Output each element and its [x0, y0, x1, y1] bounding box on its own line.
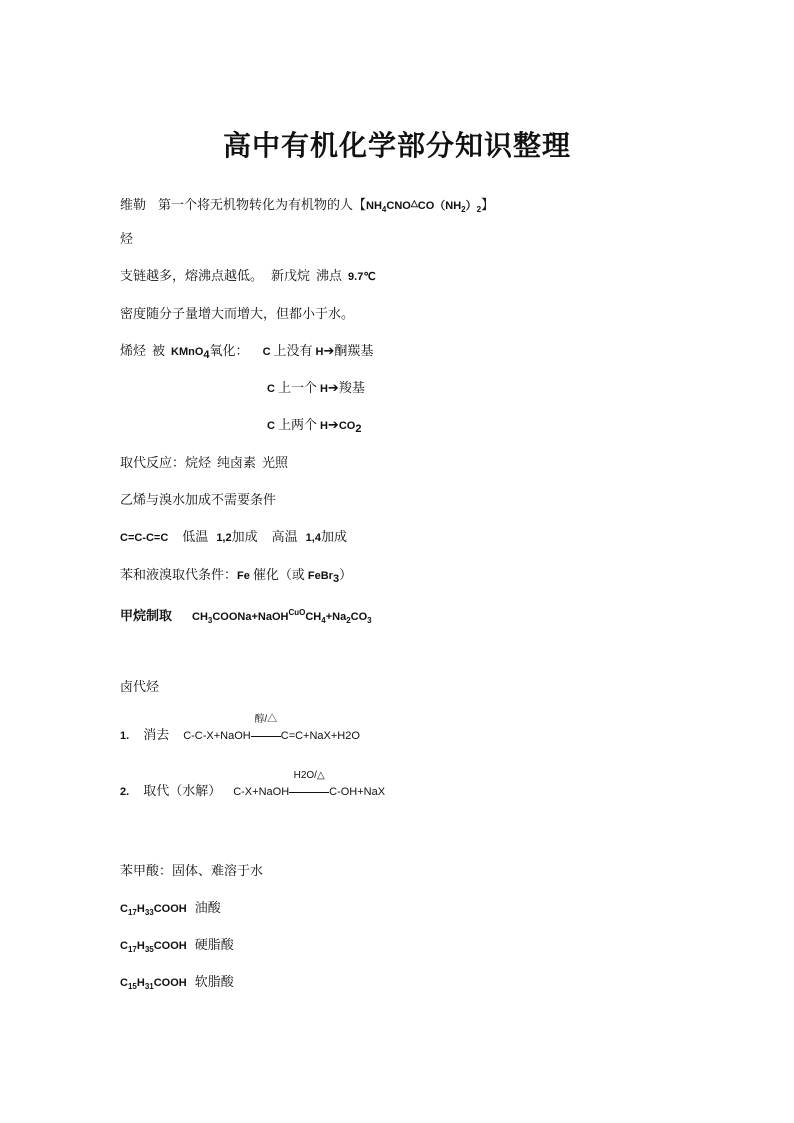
methane-line: 甲烷制取 $CH_3COONa+NaOHCuOCH_4+Na_2CO_3$	[120, 608, 372, 625]
alkene-rule-3: C 上两个 $H➔CO_2$	[267, 418, 362, 435]
arrow-icon: ➔	[327, 418, 339, 433]
arrow-icon: ➔	[327, 381, 339, 396]
alkene-rule-2: C 上一个 H➔羧基	[267, 381, 365, 396]
methane-equation: $CH_3COONa+NaOHCuOCH_4+Na_2CO_3$	[192, 608, 372, 625]
benzene-line: 苯和液溴取代条件：Fe 催化（或 FeBr$_3$）	[120, 568, 353, 585]
hydrocarbon-heading: 烃	[120, 232, 134, 247]
diene-line: C=C-C=C 低温 1,2加成 高温 1,4加成	[120, 530, 347, 545]
reaction-condition: H2O/△	[289, 783, 329, 801]
alkene-oxidation-line: 烯烃 被 KMnO$_4$氧化： C 上没有 H➔酮羰基	[120, 344, 374, 361]
ethylene-line: 乙烯与溴水加成不需要条件	[120, 493, 277, 508]
benzoic-line: 苯甲酸：固体、难溶于水	[120, 864, 264, 879]
acid-palmitic: $C_{15}H_{31}COOH$ 软脂酸	[120, 975, 234, 991]
arrow-icon: ➔	[323, 344, 335, 359]
urea-equation: $NH_4CNO^\triangle CO(NH_2)_2$	[366, 198, 482, 214]
acid-stearic: $C_{17}H_{35}COOH$ 硬脂酸	[120, 938, 234, 954]
haloalkane-heading: 卤代烃	[120, 680, 160, 695]
wohler-text: 第一个将无机物转化为有机物的人【	[158, 198, 367, 213]
acid-oleic: $C_{17}H_{33}COOH$ 油酸	[120, 901, 221, 917]
density-line: 密度随分子量增大而增大，但都小于水。	[120, 307, 355, 322]
substitution-line: 取代反应：烷烃 纯卤素 光照	[120, 456, 289, 471]
reaction-condition: 醇/△	[251, 727, 281, 745]
wohler-line: 维勒 第一个将无机物转化为有机物的人【$NH_4CNO^\triangle CO(NH_2)_2$】	[120, 198, 495, 214]
branching-line: 支链越多，熔沸点越低。 新戊烷 沸点 9.7℃	[120, 269, 376, 284]
wohler-name: 维勒	[120, 198, 147, 213]
haloalkane-item-2: 2. 取代（水解） C-X+NaOH H2O/△ C-OH+NaX	[120, 770, 386, 799]
page-title: 高中有机化学部分知识整理	[222, 129, 571, 162]
heat-icon: △	[410, 198, 418, 208]
haloalkane-item-1: 1. 消去 C-C-X+NaOH 醇/△ C=C+NaX+H2O	[120, 714, 360, 743]
